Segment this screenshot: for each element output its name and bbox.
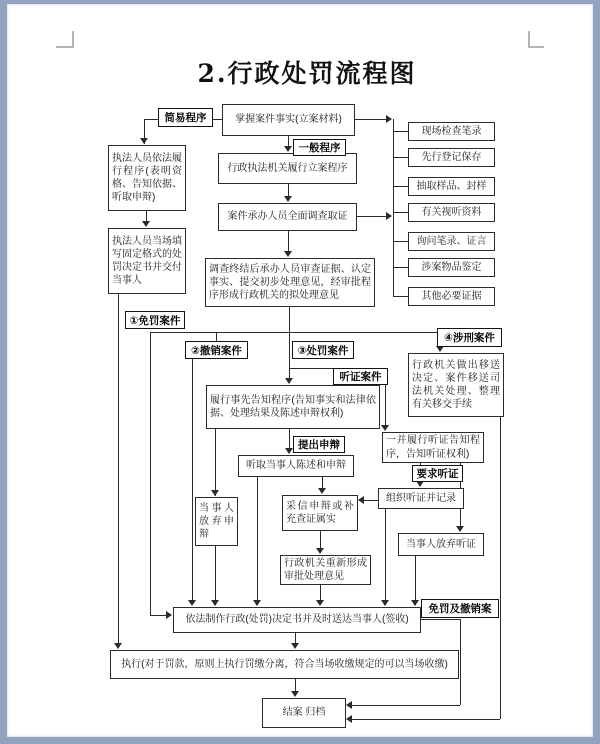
- page-title: 2.行政处罚流程图: [197, 59, 417, 88]
- node-review-opinion: 调查终结后承办人员审查证据、认定事实、提交初步处理意见，经审批程序形成行政机关的拟处理意见: [205, 258, 375, 307]
- node-transfer-case: 行政机关做出移送决定、案件移送司法机关处理、整理有关移交手续: [408, 353, 504, 417]
- arrow-down-icon: [284, 251, 292, 257]
- arrow-down-icon: [291, 643, 299, 649]
- connector-line: [393, 157, 408, 158]
- connector-line: [460, 619, 461, 705]
- arrow-down-icon: [211, 490, 219, 496]
- node-evidence-appraisal: 涉案物品鉴定: [408, 258, 495, 277]
- connector-line: [289, 368, 335, 369]
- connector-line: [421, 619, 460, 620]
- arrow-right-icon: [386, 115, 392, 123]
- connector-line: [215, 546, 216, 605]
- arrow-down-icon: [285, 448, 293, 454]
- arrow-down-icon: [142, 221, 150, 227]
- connector-line: [393, 296, 408, 297]
- label-general-procedure: 一般程序: [293, 139, 346, 156]
- arrow-down-icon: [188, 600, 196, 606]
- arrow-down-icon: [284, 196, 292, 202]
- connector-line: [352, 719, 500, 720]
- arrow-left-icon: [346, 715, 352, 723]
- label-raise-defense: 提出申辩: [293, 436, 345, 453]
- arrow-down-icon: [456, 526, 464, 532]
- node-waive-hearing: 当事人放弃听证: [398, 533, 484, 556]
- label-case-exempt: ①免罚案件: [125, 311, 185, 329]
- connector-line: [415, 556, 416, 605]
- arrow-down-icon: [253, 600, 261, 606]
- connector-line: [500, 417, 501, 719]
- node-prior-notice: 履行事先告知程序(告知事实和法律依据、处理结果及陈述申辩权利): [206, 385, 380, 429]
- connector-line: [385, 509, 386, 605]
- label-exempt-revoke-case: 免罚及撤销案: [421, 599, 499, 618]
- arrow-down-icon: [318, 488, 326, 494]
- node-make-decision: 依法制作行政(处罚)决定书并及时送达当事人(签收): [173, 607, 421, 633]
- evidence-bracket-line: [393, 119, 394, 297]
- node-organize-hearing: 组织听证并记录: [378, 488, 464, 509]
- node-evidence-testimony: 询问笔录、证言: [408, 232, 495, 251]
- connector-line: [357, 216, 387, 217]
- arrow-right-icon: [166, 611, 172, 619]
- node-accept-defense: 采信申辩或补充查证属实: [282, 495, 358, 531]
- connector-line: [192, 359, 193, 604]
- margin-corner-mark-top-right: [528, 46, 544, 48]
- connector-line: [118, 294, 119, 647]
- arrow-left-icon: [346, 701, 352, 709]
- node-evidence-registration: 先行登记保存: [408, 148, 495, 167]
- label-case-criminal: ④涉刑案件: [437, 328, 502, 347]
- arrow-down-icon: [316, 600, 324, 606]
- connector-line: [393, 186, 408, 187]
- arrow-down-icon: [211, 600, 219, 606]
- node-investigate: 案件承办人员全面调查取证: [218, 203, 357, 231]
- node-execute: 执行(对于罚款，原则上执行罚缴分离，符合当场收缴规定的可以当场收缴): [110, 650, 459, 679]
- node-hearing-notice: 一并履行听证告知程序，告知听证权利): [382, 432, 484, 463]
- node-evidence-samples: 抽取样品、封样: [408, 177, 495, 196]
- label-case-penalty: ③处罚案件: [292, 341, 354, 359]
- margin-corner-mark-top-left: [56, 46, 73, 48]
- connector-line: [364, 500, 378, 501]
- node-evidence-audiovisual: 有关视听资料: [408, 203, 495, 222]
- label-hearing-case: 听证案件: [333, 368, 388, 385]
- arrow-down-icon: [285, 378, 293, 384]
- connector-line: [257, 477, 258, 605]
- connector-line: [385, 384, 386, 428]
- node-file-case: 行政执法机关履行立案程序: [218, 153, 357, 184]
- label-simple-procedure: 简易程序: [158, 108, 213, 127]
- node-listen-statement: 听取当事人陈述和申辩: [238, 455, 354, 477]
- arrow-down-icon: [284, 146, 292, 152]
- distribution-line: [150, 332, 440, 333]
- arrow-down-icon: [381, 425, 389, 431]
- node-reform-opinion: 行政机关重新形成审批处理意见: [280, 555, 371, 585]
- connector-line: [393, 212, 408, 213]
- connector-line: [352, 705, 460, 706]
- connector-line: [393, 241, 408, 242]
- node-grasp-facts: 掌握案件事实(立案材料): [222, 104, 355, 136]
- arrow-down-icon: [114, 643, 122, 649]
- node-officer-procedure: 执法人员依法履行程序(表明资格、告知依据、听取申辩): [108, 145, 186, 211]
- arrow-down-icon: [140, 138, 148, 144]
- connector-line: [289, 307, 290, 381]
- connector-line: [393, 131, 408, 132]
- node-evidence-site-record: 现场检查笔录: [408, 122, 495, 141]
- connector-line: [288, 231, 289, 253]
- connector-line: [393, 267, 408, 268]
- arrow-down-icon: [316, 548, 324, 554]
- connector-line: [355, 119, 387, 120]
- connector-line: [150, 332, 151, 615]
- label-case-revoke: ②撤销案件: [185, 341, 248, 359]
- node-evidence-other: 其他必要证据: [408, 287, 495, 306]
- arrow-down-icon: [381, 600, 389, 606]
- arrow-down-icon: [411, 600, 419, 606]
- arrow-right-icon: [386, 212, 392, 220]
- node-waive-defense: 当事人放弃申辩: [195, 497, 238, 546]
- arrow-down-icon: [291, 691, 299, 697]
- node-onsite-decision: 执法人员当场填写固定格式的处罚决定书并交付当事人: [108, 228, 186, 294]
- connector-line: [215, 429, 216, 496]
- arrow-left-icon: [358, 496, 364, 504]
- label-request-hearing: 要求听证: [412, 465, 463, 482]
- node-close-case: 结案 归档: [262, 698, 346, 728]
